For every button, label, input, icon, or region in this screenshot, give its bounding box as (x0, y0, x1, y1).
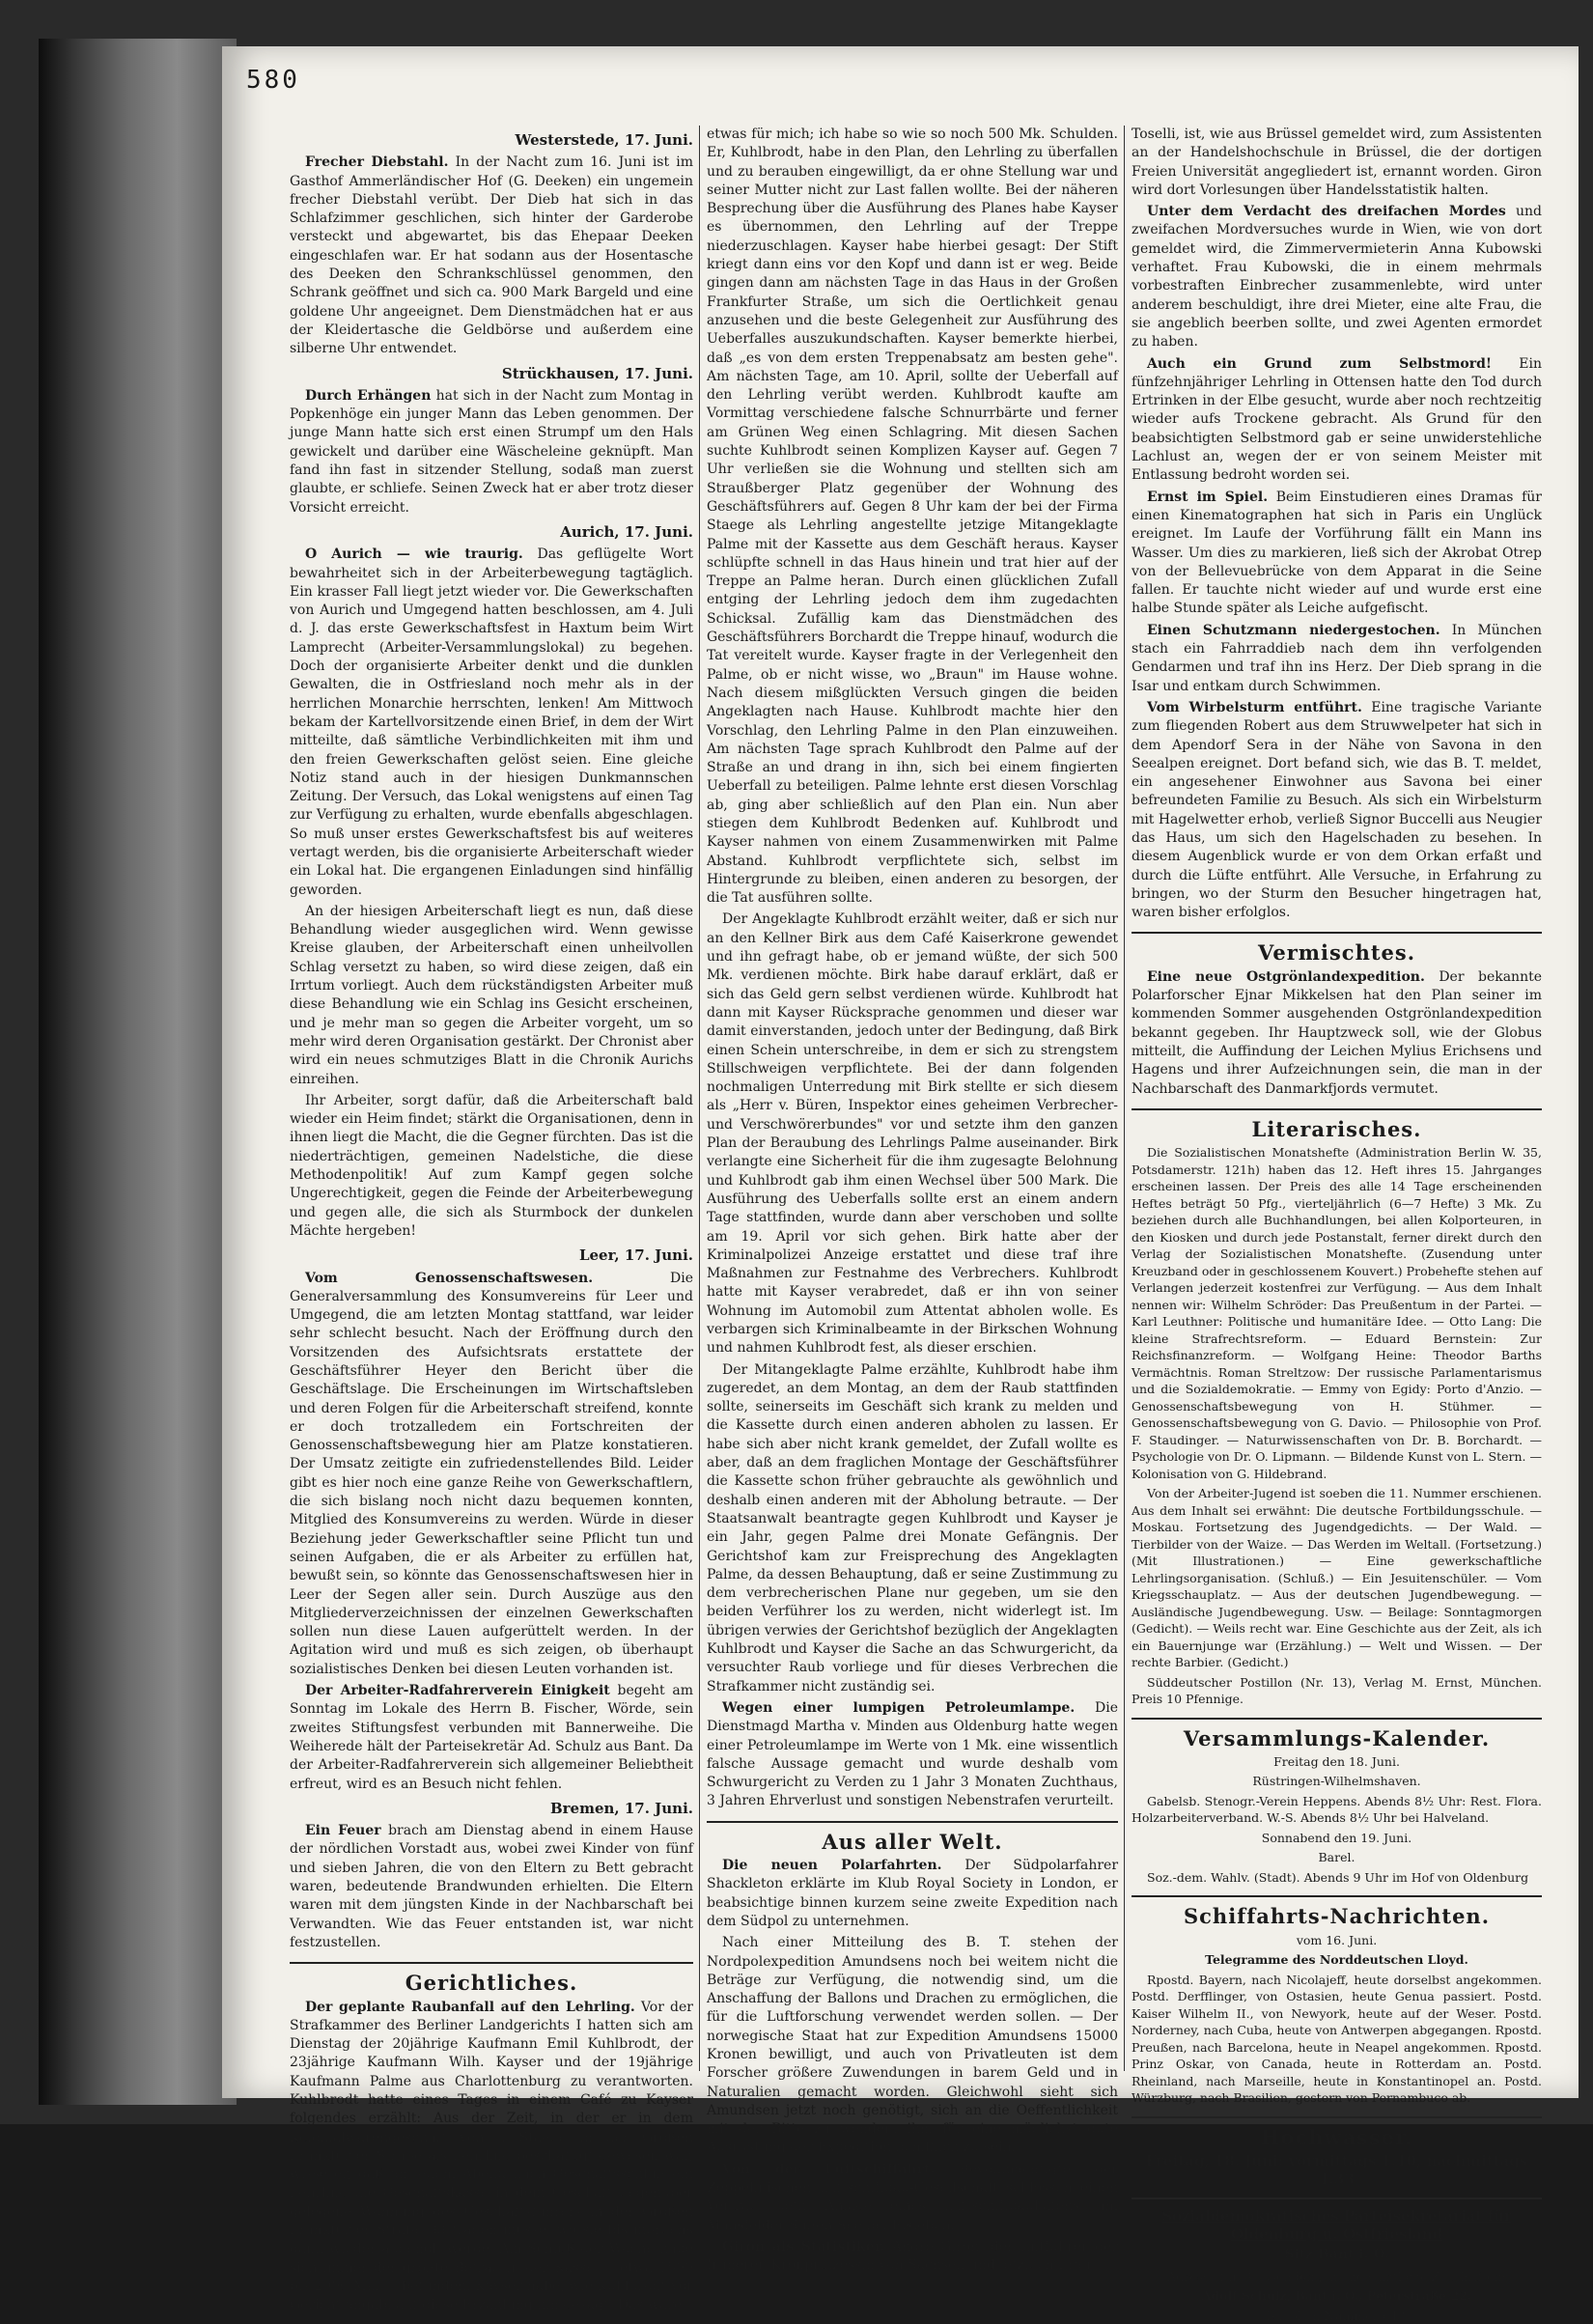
article-headline: Der geplante Raubanfall auf den Lehrling. (305, 1999, 635, 2015)
article (1132, 699, 1542, 923)
article-headline: Auch ein Grund zum Selbstmord! (1147, 355, 1493, 372)
article-headline: Der Arbeiter-Radfahrerverein Einigkeit (305, 1683, 610, 1699)
article (1132, 203, 1542, 351)
article-text: Die Generalversammlung des Konsumvereins für Leer und Umgegend, die am letzten Montag stattfand, war leider sehr schlecht besucht. Nach der Eröffnung durch den Vorsitzenden des Aufsichtsrats erstattete der Geschäftsführer Heyer den Bericht über die Geschäftslage. Die Erscheinungen im Wirtschaftsleben und deren Folgen für die Arbeiterschaft streifend, konnte er doch trotzalledem ein Fortschreiten der Genossenschaftsbewegung hier am Platze konstatieren. Der Umsatz zeitigte ein zufriedenstellendes Bild. Leider gibt es hier noch eine ganze Reihe von Gewerkschaftlern, die sich bislang noch nicht dazu bequemen konnten, Mitglied des Konsumvereins zu werden. Würde in dieser Beziehung jeder Gewerkschaftler seine Pflicht tun und seinen Aufgaben, die er als Arbeiter zu erfüllen hat, bewußt sein, so könnte das Genossenschaftswesen hier in Leer der Segen aller sein. Durch Auszüge aus den Mitgliederverzeichnissen der einzelnen Gewerkschaften sollen nun diese Lauen aufgerüttelt werden. In der Agitation wird und muß es sich zeigen, ob überhaupt sozialistisches Denken bei diesen Leuten vorhanden ist. (290, 1270, 693, 1677)
literature-notice: Die Sozialistischen Monatshefte (Administration Berlin W. 35, Potsdamerstr. 121h) haben das 12. Heft ihres 15. Jahrganges erscheinen lassen. Der Preis des alle 14 Tage erscheinenden Heftes beträgt 50 Pfg., vierteljährlich (6—7 Hefte) 3 Mk. Zu beziehen durch alle Buchhandlungen, bei allen Kolporteuren, in den Kiosken und durch jede Postanstalt, ferner direkt durch den Verlag der Sozialistischen Monatshefte. (Zusendung unter Kreuzband oder in geschlossenem Kouvert.) Probehefte stehen auf Verlangen jederzeit kostenfrei zur Verfügung. — Aus dem Inhalt nennen wir: Wilhelm Schröder: Das Preußentum in der Partei. — Karl Leuthner: Politische und humanitäre Idee. — Otto Lang: Die kleine Strafrechtsreform. — Eduard Bernstein: Zur Reichsfinanzreform. — Wolfgang Heine: Theodor Barths Vermächtnis. Roman Streltzow: Der russische Parlamentarismus und die Sozialdemokratie. — Emmy von Egidy: Porto d'Anzio. — Genossenschaftsbewegung von H. Stühmer. — Genossenschaftsbewegung von G. Davio. — Philosophie von Prof. F. Staudinger. — Naturwissenschaften von Dr. B. Borchardt. — Psychologie von Dr. O. Lipmann. — Bildende Kunst von L. Stern. — Kolonisation von G. Hildebrand. (1132, 1145, 1542, 1481)
calendar-date: Sonnabend den 19. Juni. (1261, 1830, 1412, 1845)
article (290, 546, 693, 900)
literature-notice: Süddeutscher Postillon (Nr. 13), Verlag M. Ernst, München. Preis 10 Pfennige. (1132, 1674, 1542, 1707)
section-heading: Hochwasser. (1132, 2116, 1542, 2146)
article-text: In der Nacht zum 16. Juni ist im Gasthof Ammerländischer Hof (G. Deeken) ein ungemein frecher Diebstahl verübt. Der Dieb hat sich in das Schlafzimmer geschlichen, sich hinter der Garderobe versteckt und abgewartet, bis das Ehepaar Deeken eingeschlafen war. Er hat sodann aus der Hosentasche des Deeken den Schrankschlüssel genommen, den Schrank geöffnet und sich ca. 900 Mark Bargeld und eine goldene Uhr angeeignet. Dem Dienstmädchen hat er aus der Kleidertasche die Geldbörse und außerdem eine silberne Uhr entwendet. (290, 154, 693, 357)
article (290, 1270, 693, 1680)
column-3 (1132, 126, 1543, 2323)
article-text: und zweifachen Mordversuches wurde in Wien, wie von dort gemeldet wird, die Zimmervermieterin Anna Kubowski verhaftet. Frau Kubowski, die in einem mehrmals vorbestraften Einbrecher zusammenlebte, wird unter anderem beschuldigt, ihre drei Mieter, eine alte Frau, die sie angeblich beerben sollte, und zwei Agenten ermordet zu haben. (1132, 204, 1542, 350)
article-text: André Giron, der Entführer der früheren Kronprinzessin von Sachsen und jetzigen Frau (707, 2238, 1119, 2274)
article-text: etwas für mich; ich habe so wie so noch 500 Mk. Schulden. Er, Kuhlbrodt, habe in den Plan, den Lehrling zu überfallen und zu berauben eingewilligt, da er ohne Stellung war und seiner Mutter nicht zur Last fallen wollte. Bei der näheren Besprechung über die Ausführung des Planes habe Kayser es übernommen, den Lehrling auf der Treppe niederzuschlagen. Kayser habe hierbei gesagt: Der Stift kriegt dann eins vor den Kopf und dann ist er weg. Beide gingen dann am nächsten Tage in das Haus in der Großen Frankfurter Straße, um sich die Oertlichkeit genau anzusehen und die beste Gelegenheit zur Ausführung des Ueberfalles auszukundschaften. Kayser bemerkte hierbei, daß „es von dem ersten Treppenabsatz am besten gehe". Am nächsten Tage, am 10. April, sollte der Ueberfall auf den Lehrling verübt werden. Kuhlbrodt kaufte am Vormittag verschiedene falsche Schnurrbärte und ferner am Grünen Weg einen Schlagring. Mit diesen Sachen suchte Kuhlbrodt seinen Komplizen Kayser auf. Gegen 7 Uhr verließen sie die Wohnung und stellten sich am Straußberger Platz gegenüber der Wohnung des Geschäftsführers auf. Gegen 8 Uhr kam der bei der Firma Staege als Lehrling angestellte jetzige Mitangeklagte Palme mit der Kassette aus dem Geschäft heraus. Kayser schlüpfte schnell in das Haus hinein und trat hier auf der Treppe an Palme heran. Durch einen glücklichen Zufall entging der Lehrling jedoch dem ihm zugedachten Schicksal. Zufällig kam das Dienstmädchen des Geschäftsführers Borchardt die Treppe hinauf, wodurch die Tat vereitelt wurde. Kayser fragte in der Verlegenheit den Palme, ob er nicht wisse, wo „Braun" im Hause wohne. Nach diesem mißglückten Versuch gingen die beiden Angeklagten nach Hause. Kuhlbrodt machte hier den Vorschlag, den Lehrling Palme in den Plan einzuweihen. Am nächsten Tage sprach Kuhlbrodt den Palme auf der Straße an und drang in ihn, sich bei einem fingierten Ueberfall zu beteiligen. Palme lehnte erst diesen Vorschlag ab, ging aber schließlich auf den Plan ein. Nun aber stiegen dem Kuhlbrodt Bedenken auf. Kuhlbrodt und Kayser nahmen von einem Zusammenwirken mit Palme Abstand. Kuhlbrodt verpflichtete sich, selbst im Hintergrunde zu bleiben, einen anderen zu besorgen, der die Tat ausführen sollte. (707, 126, 1118, 907)
section-heading: Schiffahrts-Nachrichten. (1132, 1895, 1542, 1925)
article-text: brach am Dienstag abend in einem Hause der nördlichen Vorstadt aus, wobei zwei Kinder von fünf und sieben Jahren, die von den Eltern zu Bett gebracht waren, bedeutende Brandwunden erhielten. Die Eltern waren mit dem jüngsten Kinde in der Nachbarschaft bei Verwandten. Wie das Feuer entstanden ist, war nicht festzustellen. (290, 1823, 693, 1950)
telephone: — Telephon-Nummer 643. — (1248, 2308, 1425, 2323)
article (1132, 622, 1542, 696)
book-binding (39, 39, 237, 2105)
calendar-entry: Soz.-dem. Wahlv. (Stadt). Abends 9 Uhr im Hof von Oldenburg (1147, 1869, 1529, 1885)
article-headline: Vom Wirbelsturm entführt. (1147, 699, 1362, 715)
article-text: Ein fünfzehnjähriger Lehrling in Ottensen hatte den Tod durch Ertrinken in der Elbe gesucht, wurde aber noch rechtzeitig wieder aufs Trockene gebracht. Als Grund für den beabsichtigten Selbstmord gab er seine unwiderstehliche Lachlust an, wegen der er von seinem Meister mit Entlassung bedroht worden sei. (1132, 355, 1542, 484)
section-heading: Aus aller Welt. (707, 1821, 1118, 1851)
article-text: Beim Einstudieren eines Dramas für einen Kinematographen hat sich in Paris ein Unglück ereignet. Im Laufe der Vorführung fällt ein Mann ins Wasser. Um dies zu markieren, ließ sich der Akrobat Otrep von der Bellevuebrücke von dem Apparat in die Seine fallen. Er tauchte nicht wieder auf und wurde erst eine halbe Stunde später als Leiche aufgefischt. (1132, 489, 1542, 617)
article (290, 154, 693, 358)
article-text: Der Angeklagte Kuhlbrodt erzählt weiter, daß er sich nur an den Kellner Birk aus dem Café Kaiserkrone gewendet und ihn gefragt habe, ob er jemand wüßte, der sich 500 Mk. verdienen möchte. Birk habe darauf erklärt, daß er sich das Geld gern selbst verdienen würde. Kuhlbrodt hat dann mit Kayser Rücksprache genommen und dieser war damit einverstanden, jedoch unter der Bedingung, daß Birk einen Schein unterschreibe, in dem er sich zu strengstem Stillschweigen verpflichtete. Bei der dann folgenden nochmaligen Unterredung mit Birk stellte er sich diesem als „Herr v. Büren, Inspektor eines geheimen Verbrecher- und Verschwörerbundes" vor und setzte ihm den ganzen Plan der Beraubung des Lehrlings Palme auseinander. Birk verlangte eine Sicherheit für die ihm zugesagte Belohnung und Kuhlbrodt gab ihm einen Wechsel über 500 Mark. Die Ausführung des Ueberfalls sollte erst an einem andern Tage stattfinden, wurde dann aber verschoben und sollte am 19. April vor sich gehen. Birk hatte aber der Kriminalpolizei Anzeige erstattet und diese traf ihre Maßnahmen zur Festnahme des Verbrechers. Kuhlbrodt hatte mit Kayser verabredet, daß er ihn von seiner Wohnung im Automobil zum Attentat abholen wolle. Es verbargen sich Kriminalbeamte in der Birkschen Wohnung und nahmen Kuhlbrodt fest, als dieser erschien. (707, 911, 1118, 1357)
section-heading: Vermischtes. (1132, 932, 1542, 962)
column-1 (290, 126, 694, 2313)
article-text: Vor der Strafkammer des Berliner Landgerichts I hatten sich am Dienstag der 20jährige Kaufmann Emil Kuhlbrodt, der 23jährige Kaufmann Wilh. Kayser und der 19jährige Kaufmann Palme aus Charlottenburg zu verantworten. Kuhlbrodt hatte eines Tages in einem Café zu Kayser folgendes erzählt: Aus der Zeit, in der er in dem Kolonialwarengeschäft von J. Staege in der Großen Frankfurter Straße als Lehrling beschäftigt gewesen war, wisse er, daß an jedem Abend nach Geschäftsschluß ein Lehrling die Geschäftskasse in dem Geschäft gegenüber gelegene Wohnung des Geschäftsführers in der Großen Frankfurter Straße 33 tragen müsse, wo sie bis morgens dann wieder abgeholt werde. Am Schluß der Woche habe sich immer der größte Betrag in der Kasse — etwa 1500 bis 2000 Mk. — befunden. Kayser habe, wie Kuhlbrodt vor Gericht angab, auf diese Erzählung hin gesagt: Das wäre (290, 1999, 693, 2313)
section-heading: Versammlungs-Kalender. (1132, 1718, 1542, 1748)
literature-notice: Von der Arbeiter-Jugend ist soeben die 11. Nummer erschienen. Aus dem Inhalt sei erwähnt: Die deutsche Fortbildungsschule. — Moskau. Fortsetzung des Jugendgedichts. — Der Wald. — Tierbilder von der Waize. — Das Werden im Weltall. (Fortsetzung.) (Mit Illustrationen.) — Eine gewerkschaftliche Lehrlingsorganisation. (Schluß.) — Ein Jesuitenschüler. — Vom Kriegsschauplatz. — Aus der deutschen Jugendbewegung. — Ausländische Jugendbewegung. Usw. — Beilage: Sonntagmorgen (Gedicht). — Weils recht war. Eine Geschichte aus der Zeit, als ich ein Bauernjunge war (Erzählung.) — Welt und Wissen. — Der rechte Barbier. (Gedicht.) (1132, 1486, 1542, 1670)
calendar-entry: Gabelsb. Stenogr.-Verein Heppens. Abends 8½ Uhr: Rest. Flora. Holzarbeiterverband. W.-S. Abends 8½ Uhr bei Halveland. (1132, 1793, 1542, 1826)
article-text: Die Dienstmagd Martha v. Minden aus Oldenburg hatte wegen einer Petroleumlampe im Werte von 1 Mk. eine wissentlich falsche Aussage gemacht und wurde deshalb vom Schwurgericht zu Verden zu 1 Jahr 3 Monaten Zuchthaus, 3 Jahren Ehrverlust und sonstigen Nebenstrafen verurteilt. (707, 1699, 1119, 1809)
article-text: Der Mitangeklagte Palme erzählte, Kuhlbrodt habe ihm zugeredet, an dem Montag, an dem der Raub stattfinden sollte, seinerseits im Geschäft sich krank zu melden und die Kassette durch einen anderen abholen zu lassen. Er habe sich aber nicht krank gemeldet, der Zufall wollte es aber, daß an dem fraglichen Montage der Geschäftsführer die Kassette schon früher gebrauchte als gewöhnlich und deshalb einen anderen mit der Abholung betraute. — Der Staatsanwalt beantragte gegen Kuhlbrodt und Kayser je ein Jahr, gegen Palme drei Monate Gefängnis. Der Gerichtshof kam zur Freisprechung des Angeklagten Palme, da dessen Behauptung, daß er seine Zustimmung zu dem verbrecherischen Plane nur gegeben, um sie den beiden Verführer los zu werden, nicht widerlegt ist. Im übrigen verwies der Gerichtshof bezüglich der Angeklagten Kuhlbrodt und Kayser die Sache an das Schwurgericht, da versuchter Raub vorliege und für dieses Verbrechen die Strafkammer nicht zuständig sei. (707, 1361, 1118, 1694)
section-heading: Gerichtliches. (290, 1962, 693, 1992)
column-divider (699, 126, 700, 2071)
article (1132, 968, 1542, 1099)
shipping-news: Rpostd. Bayern, nach Nicolajeff, heute dorselbst angekommen. Postd. Derfflinger, von Ostasien, heute Genua passiert. Postd. Kaiser Wilhelm II., von Newyork, heute auf der Weser. Postd. Norderney, nach Cuba, heute von Antwerpen abgegangen. Rpostd. Preußen, nach Barcelona, heute in Neapel angekommen. Rpostd. Prinz Oskar, von Canada, heute in Rotterdam an. Postd. Rheinland, nach Marseille, heute in Konstantinopel an. Postd. Würzburg, nach Brasilien, gestern von Pernambuco ab. (1132, 1972, 1542, 2106)
divider (1132, 2198, 1542, 2199)
article-headline: Unter dem Verdacht des dreifachen Mordes (1147, 204, 1506, 220)
article-headline: Vom Genossenschaftswesen. (305, 1270, 594, 1286)
calendar-date: Freitag den 18. Juni. (1273, 1753, 1400, 1769)
calendar-place: Barel. (1318, 1850, 1355, 1865)
article (1132, 355, 1542, 486)
dateline: Aurich, 17. Juni. (560, 522, 693, 541)
article (707, 1699, 1118, 1811)
article-text: Toselli, ist, wie aus Brüssel gemeldet wird, zum Assistenten an der Handelshochschule in Brüssel, die der dortigen Freien Universität angegliedert ist, ernannt worden. Giron wird dort Vorlesungen über Handelsstatistik halten. (1132, 126, 1542, 198)
column-2 (707, 126, 1119, 2274)
article-headline: Wegen einer lumpigen Petroleumlampe. (722, 1699, 1076, 1716)
dateline: Bremen, 17. Juni. (549, 1799, 693, 1817)
address-label: Adresse für Geldsendungen und sämtliche Zuschriften: (1167, 2268, 1506, 2283)
address: Adolf Schulz, Bant i. O., Peterstraße 22. (1201, 2288, 1472, 2304)
dateline: Strückhausen, 17. Juni. (501, 364, 693, 382)
article-headline: Durch Erhängen (305, 387, 432, 404)
article-headline: Einen Schutzmann niedergestochen. (1147, 622, 1440, 638)
article-text: Ihr Arbeiter, sorgt dafür, daß die Arbeiterschaft bald wieder ein Heim findet; stärkt die Organisationen, denn in ihnen liegt die Macht, die die Gegner fürchten. Das ist die niederträchtigen, gemeinen Nadelstiche, die diese Methodenpolitik! Auf zum Kampf gegen solche Ungerechtigkeit, gegen die Feinde der Arbeiterbewegung und gegen alle, die sich als Sturmbock der dunkelen Mächte hergeben! (290, 1092, 693, 1239)
calendar-place: Rüstringen-Wilhelmshaven. (1252, 1774, 1421, 1789)
article (707, 1857, 1118, 1931)
dateline: Westerstede, 17. Juni. (515, 131, 693, 149)
article-headline: Von der Luftschiffahrt. (722, 2161, 936, 2177)
article (290, 387, 693, 518)
shipping-date: vom 16. Juni. (1296, 1932, 1378, 1947)
article-text: begeht am Sonntag im Lokale des Herrn B. Fischer, Wörde, sein zweites Stiftungsfest verbunden mit Bannerweihe. Die Weiherede hält der Parteisekretär Ad. Schulz aus Bant. Da der Arbeiter-Radfahrerverein sich allgemeiner Beliebtheit erfreut, wird es an Besuch nicht fehlen. (290, 1683, 693, 1792)
shipping-source: Telegramme des Norddeutschen Lloyd. (1205, 1952, 1468, 1968)
column-divider (1124, 126, 1125, 2071)
article (290, 1999, 693, 2315)
article-text: Eine tragische Variante zum fliegenden Robert aus dem Struwwelpeter hat sich in dem Apendorf Sera in der Nähe von Savona in den Seealpen ereignet. Dort befand sich, wie das B. T. meldet, ein angesehener Einwohner aus Savona bei einer befreundeten Familie zu Besuch. Als sich ein Wirbelsturm mit Hagelwetter erhob, verließ Signor Buccelli aus Neugier das Haus, um sich den Hagelschaden zu besehen. In diesem Augenblick wurde er von dem Orkan erfaßt und durch die Lüfte entführt. Alle Versuche, in Erfahrung zu bringen, wo der Sturm den Besucher hingetragen hat, waren bisher erfolglos. (1132, 699, 1543, 921)
article-headline: Ernst im Spiel. (1147, 489, 1269, 505)
article-text: In München stach ein Fahrraddieb nach dem ihn verfolgenden Gendarmen und traf ihn ins Herz. Der Dieb sprang in die Isar und entkam durch Schwimmen. (1132, 622, 1542, 694)
article-headline: Die neuen Polarfahrten. (722, 1858, 942, 1874)
article (290, 1822, 693, 1952)
article-text: hat sich in der Nacht zum Montag in Popkenhöge ein junger Mann das Leben genommen. Der junge Mann hatte sich erst einen Strumpf um den Hals gewickelt und darüber eine Wäscheleine geknüpft. Man fand ihn fast in sitzender Stellung, sodaß man zuerst glaubte, er schliefe. Seinen Zweck hat er aber trotz dieser Vorsicht erreicht. (290, 387, 693, 516)
party-office-seat: Sitz Bant i. O. (1284, 2247, 1389, 2263)
high-tide-times: Freitag, 18. Juni: vormittags 1.10, nachmittags 1.33 (1145, 2152, 1528, 2189)
article-headline: O Aurich — wie traurig. (305, 546, 523, 563)
party-office-title: Sozialdemokratisches Parteisekretariat für Oldenburg u. Ostfriesland (1161, 2206, 1512, 2243)
section-heading: Literarisches. (1132, 1108, 1542, 1138)
dateline: Leer, 17. Juni. (578, 1246, 693, 1265)
article-text: Bevollmächtigte der Zeppelinischen Luftschiffbau-Gesellschaft schlossen einen Vertrag betr. Anlage eines Luftschiffbauhafens am Mansfelder Süßen See bei Eisleben. (707, 2161, 1119, 2233)
page-number: 580 (246, 66, 300, 95)
article (1132, 489, 1542, 619)
article-headline: Giron als Statistiker. (722, 2238, 885, 2254)
article-text: Nach einer Mitteilung des B. T. stehen der Nordpolexpedition Amundsens noch bei weitem nicht die Beträge zur Verfügung, die notwendig sind, um die Anschaffung der Ballons und Drachen zu ermöglichen, die für die Luftforschung verwendet werden sollen. — Der norwegische Staat hat zur Expedition Amundsens 15000 Kronen bewilligt, und auch von Privatleuten ist dem Forscher größere Zuwendungen in barem Geld und in Naturalien gemacht worden. Gleichwohl sieht sich Amundsen jetzt noch genötigt, sich an die Oeffentlichkeit mit der Bitte zu wenden, ihm für eine möglichst gute Ausrüstung der Expedition behilflich zu sein. (707, 1935, 1118, 2156)
article-text: Der Südpolarfahrer Shackleton erklärte im Klub Royal Society in London, er beabsichtige binnen kurzem seine zweite Expedition nach dem Südpol zu unternehmen. (707, 1858, 1119, 1929)
article (290, 1682, 693, 1794)
article-text: An der hiesigen Arbeiterschaft liegt es nun, daß diese Behandlung wieder ausgeglichen wird. Wenn gewisse Kreise glauben, der Arbeiterschaft einen unheilvollen Schlag versetzt zu haben, so wird diese zeigen, daß ein Irrtum vorliegt. Auch dem rückständigsten Arbeiter muß diese Behandlung wie ein Schlag ins Gesicht erscheinen, und je mehr man so gegen die Arbeiter vorgeht, um so mehr wird deren Organisation gestärkt. Der Chronist aber wird ein neues schmutziges Blatt in die Chronik Aurichs einreihen. (290, 903, 693, 1087)
article (707, 2238, 1118, 2276)
article-headline: Frecher Diebstahl. (305, 154, 449, 171)
article (707, 2161, 1118, 2235)
article-headline: Eine neue Ostgrönlandexpedition. (1147, 968, 1425, 985)
article-text: Das geflügelte Wort bewahrheitet sich in der Arbeiterbewegung tagtäglich. Ein krasser Fall liegt jetzt wieder vor. Die Gewerkschaften von Aurich und Umgegend hatten beschlossen, am 4. Juli d. J. das erste Gewerkschaftsfest in Haxtum beim Wirt Lamprecht (Arbeiter-Versammlungslokal) zu begehen. Doch der organisierte Arbeiter denkt und die dunklen Gewalten, die in Ostfriesland noch mehr als in der herrlichen Monarchie herrschten, lenken! Am Mittwoch bekam der Kartellvorsitzende einen Brief, in dem der Wirt mitteilte, daß sämtliche Verbindlichkeiten mit ihm und den freien Gewerkschaften gelöst seien. Eine gleiche Notiz stand auch in der hiesigen Dunkmannschen Zeitung. Der Versuch, das Lokal wenigstens auf einen Tag zur Verfügung zu erhalten, wurde ebenfalls abgeschlagen. So muß unser erstes Gewerkschaftsfest bis auf weiteres vertagt werden, bis die organisierte Arbeiterschaft wieder ein Lokal hat. Die ergangenen Einladungen sind hinfällig geworden. (290, 546, 694, 898)
article-headline: Ein Feuer (305, 1823, 381, 1839)
article-text: Der bekannte Polarforscher Ejnar Mikkelsen hat den Plan seiner im kommenden Sommer ausgehenden Ostgrönlandexpedition bekannt gegeben. Ihr Hauptzweck soll, wie der Globus mitteilt, die Auffindung der Leichen Mylius Erichsens und Hagens und ihrer Aufzeichnungen sein, die man in der Nachbarschaft des Danmarkfjords vermutet. (1132, 968, 1542, 1097)
